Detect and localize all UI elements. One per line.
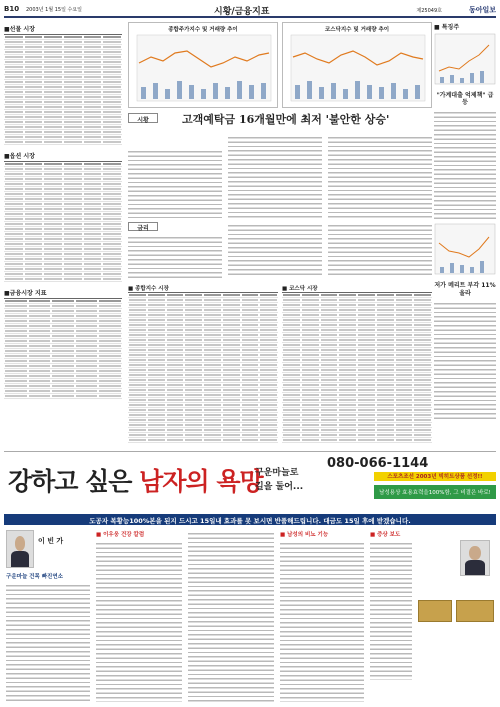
options-table [4,161,122,282]
ad-headline-part1: 강하고 싶은 [8,467,140,496]
kosdaq-chart-plot [283,23,433,109]
right-column [434,22,496,420]
ad-headline [8,462,263,498]
futures-table [4,34,122,145]
kosdaq-chart [282,22,432,108]
page-number: B10 [4,5,20,13]
kosdaq-market-title: ■ 코스닥 시장 [282,286,318,292]
rate-badge: 금리 [128,222,158,231]
options-table-title: ■옵션 시장 [4,153,35,160]
doctor-photo [6,530,34,568]
bottom-section-1: ■ 이우웅 건강 칼럼 [96,532,145,538]
table-row [282,438,432,443]
ad-slogan-strip: 남성용상 효용효력을100%함, 그 비결은 바로! [374,485,496,499]
rate-body-col2 [228,222,322,278]
article-body-col3 [328,134,432,218]
feature-body-2 [434,300,496,420]
kospi-market-title: ■ 종합지수 시장 [128,286,169,292]
ad-sub1: 구운마늘로 [255,468,299,478]
kospi-chart [128,22,278,108]
kosdaq-market-table [282,292,432,443]
table-row [4,140,122,145]
feature-headline-1: "가계대출 억제책" 급등 [436,92,494,107]
feature-stocks-title: ■ 특징주 [434,24,460,31]
table-row [128,438,278,443]
article-body-col1 [128,148,222,218]
finance-table [4,298,122,399]
bottom-body-a [6,582,90,702]
main-headline: 고객예탁금 16개월만에 최저 '불안한 상승' [182,113,390,126]
bottom-body-c [188,530,274,702]
rate-body-col3 [328,222,432,278]
table-row [4,394,122,399]
section-title: 시황/금융지표 [214,7,270,17]
ad-award-strip: 스포츠조선 2003년 빅히트상품 선정!! [374,472,496,481]
table-row [4,277,122,282]
rate-body-col1 [128,234,222,278]
newspaper-logo: 동아일보 [468,5,496,14]
bottom-body-e [370,540,412,680]
left-market-tables [4,22,122,399]
bottom-section-3: ■ 증상 보도 [370,532,401,538]
article-body-col2 [228,134,322,218]
issue-date: 2003년 1월 15일 수요일 [26,7,83,13]
photo-caption: 구운마늘 건목 빠진연소 [6,574,63,580]
ad-headline-part2: 남자의 욕망 [139,467,263,496]
futures-table-title: ■선물 시장 [4,26,35,33]
edition-number: 제25049호 [416,8,442,14]
kospi-chart-title: 종합주가지수 및 거래량 추이 [168,27,238,33]
ad-phone: 080-066-1144 [327,456,429,471]
testimonial-photo [460,540,490,576]
section-badge: 시황 [128,113,158,123]
kospi-chart-plot [129,23,279,109]
bottom-body-b [96,540,182,702]
feature-headline-2: 저가 메리트 부각 11% 올라 [434,282,496,297]
kosdaq-chart-title: 코스닥지수 및 거래량 추이 [324,27,390,33]
kospi-market-table [128,292,278,443]
bottom-section-2: ■ 남성의 비뇨 기능 [280,532,329,538]
doctor-name: 이 빈 가 [38,537,64,545]
ad-banner: 도공자 복황능100%본을 된지 드시고 15일내 효과를 못 보시면 반품해드립니다. 대금도 15일 후에 받겠습니다. [4,514,496,525]
bottom-body-d [280,540,364,702]
product-box-1 [418,600,452,622]
feature-chart-2 [434,223,496,275]
advertisement [4,451,496,511]
product-box-2 [456,600,494,622]
finance-table-title: ■금융시장 지표 [4,290,47,297]
feature-body-1 [434,109,496,219]
page-header [4,4,496,18]
feature-chart-1 [434,33,496,85]
ad-sub2: 길을 둘어... [255,482,304,492]
